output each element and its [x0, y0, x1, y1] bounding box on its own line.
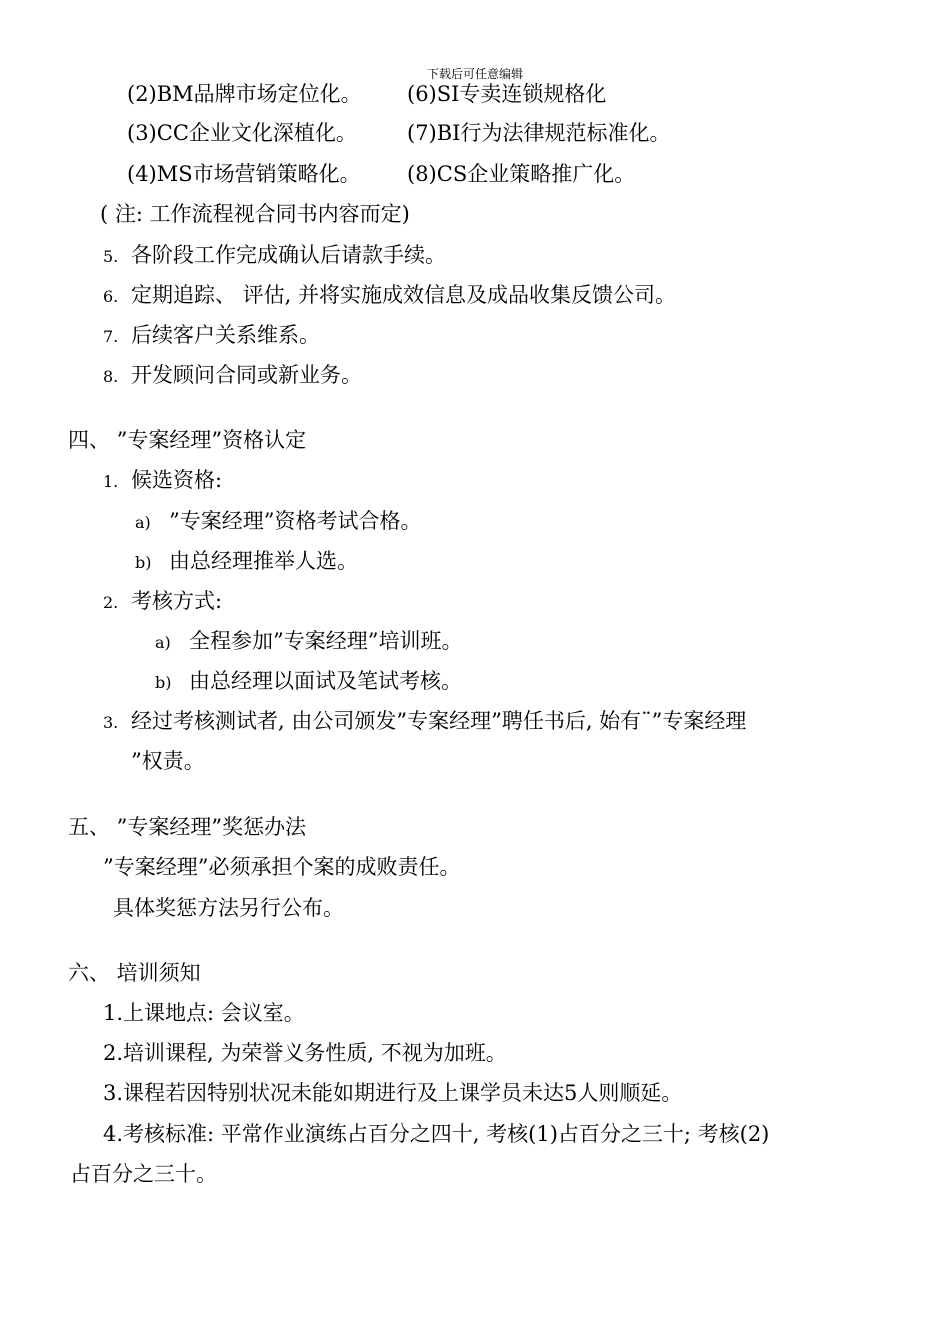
step-item: [103, 242, 446, 270]
list-item: 3.课程若因特别状况未能如期进行及上课学员未达5人则顺延。: [103, 1081, 683, 1105]
brand-item: (6)SI专卖连锁规格化: [407, 82, 607, 106]
item-text: 考核方式:: [131, 589, 223, 613]
step-number: 8.: [103, 367, 119, 386]
section-title: 四、 ”专案经理”资格认定: [68, 428, 307, 452]
item-continuation: 占百分之三十。: [70, 1162, 217, 1186]
section-title: 六、 培训须知: [68, 961, 201, 985]
list-item: 4.考核标准: 平常作业演练占百分之四十, 考核(1)占百分之三十; 考核(2): [103, 1122, 770, 1146]
step-text: 后续客户关系维系。: [131, 323, 320, 347]
sub-item-text: 由总经理推举人选。: [169, 549, 358, 573]
step-number: 6.: [103, 287, 119, 306]
brand-item: (2)BM品牌市场定位化。: [127, 82, 362, 106]
sub-item-letter: b): [155, 673, 172, 692]
item-number: 1.: [103, 472, 119, 491]
sub-item: [135, 548, 358, 576]
section-title: 五、 ”专案经理”奖惩办法: [68, 815, 307, 839]
item-number: 3.: [103, 713, 119, 732]
sub-item-letter: a): [155, 633, 171, 652]
list-item: [103, 708, 746, 736]
brand-item: (3)CC企业文化深植化。: [127, 121, 357, 145]
sub-item-text: 全程参加”专案经理”培训班。: [189, 629, 463, 653]
sub-item-text: ”专案经理”资格考试合格。: [169, 509, 422, 533]
page-header: 下载后可任意编辑: [426, 67, 523, 81]
sub-item: [155, 668, 462, 696]
paragraph-line: 具体奖惩方法另行公布。: [113, 896, 344, 920]
step-number: 5.: [103, 247, 119, 266]
item-text: 候选资格:: [131, 468, 223, 492]
step-text: 定期追踪、 评估, 并将实施成效信息及成品收集反馈公司。: [131, 283, 677, 307]
step-text: 各阶段工作完成确认后请款手续。: [131, 243, 446, 267]
step-number: 7.: [103, 327, 119, 346]
step-item: [103, 362, 362, 390]
step-text: 开发顾问合同或新业务。: [131, 363, 362, 387]
sub-item: [155, 628, 462, 656]
step-item: [103, 322, 320, 350]
step-item: [103, 282, 676, 310]
list-item: [103, 467, 222, 495]
item-continuation: ”权责。: [131, 749, 205, 773]
brand-item: (8)CS企业策略推广化。: [407, 162, 636, 186]
sub-item: [135, 508, 421, 536]
brand-item: (4)MS市场营销策略化。: [127, 162, 361, 186]
sub-item-text: 由总经理以面试及笔试考核。: [189, 669, 462, 693]
brand-item: (7)BI行为法律规范标准化。: [407, 121, 671, 145]
sub-item-letter: b): [135, 553, 152, 572]
list-item: 1.上课地点: 会议室。: [103, 1001, 305, 1025]
note-text: ( 注: 工作流程视合同书内容而定): [100, 202, 410, 226]
list-item: [103, 588, 222, 616]
item-number: 2.: [103, 593, 119, 612]
sub-item-letter: a): [135, 513, 151, 532]
item-text: 经过考核测试者, 由公司颁发”专案经理”聘任书后, 始有¨”专案经理: [131, 709, 747, 733]
paragraph-line: ”专案经理”必须承担个案的成败责任。: [103, 855, 461, 879]
list-item: 2.培训课程, 为荣誉义务性质, 不视为加班。: [103, 1041, 507, 1065]
